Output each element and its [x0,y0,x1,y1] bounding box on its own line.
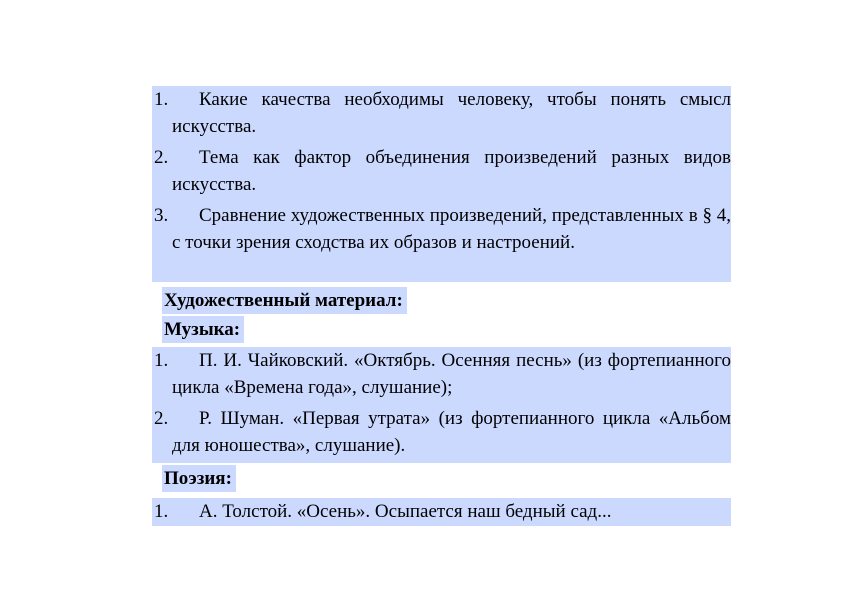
list-number: 2. [154,147,169,168]
list-number: 2. [154,408,169,429]
list-item-text: А. Толстой. «Осень». Осыпается наш бедный сад... [199,501,612,522]
questions-list [152,86,731,282]
list-number: 1. [154,501,169,522]
list-item [152,144,731,202]
list-item-text: Какие качества необходимы человеку, чтобы понять смысл искусства. [172,89,731,137]
poetry-list [152,498,731,526]
material-heading: Художественный материал: [162,287,407,314]
list-item [152,405,731,459]
list-number: 1. [154,89,169,110]
list-item [152,86,731,144]
poetry-heading: Поэзия: [162,465,236,492]
list-number: 1. [154,350,169,371]
list-number: 3. [154,205,169,226]
music-heading: Музыка: [162,316,244,343]
music-list [152,347,731,463]
list-item [152,347,731,405]
list-item [152,498,731,525]
list-item-text: Р. Шуман. «Первая утрата» (из фортепианного цикла «Альбом для юношества», слушание). [172,408,731,456]
list-item-text: П. И. Чайковский. «Октябрь. Осенняя песнь» (из фортепианного цикла «Времена года», слушание); [172,350,731,398]
list-item-text: Тема как фактор объединения произведений разных видов искусства. [172,147,731,195]
list-item-text: Сравнение художественных произведений, представленных в § 4, с точки зрения сходства их образов и настроений. [172,205,731,253]
list-item [152,202,731,256]
